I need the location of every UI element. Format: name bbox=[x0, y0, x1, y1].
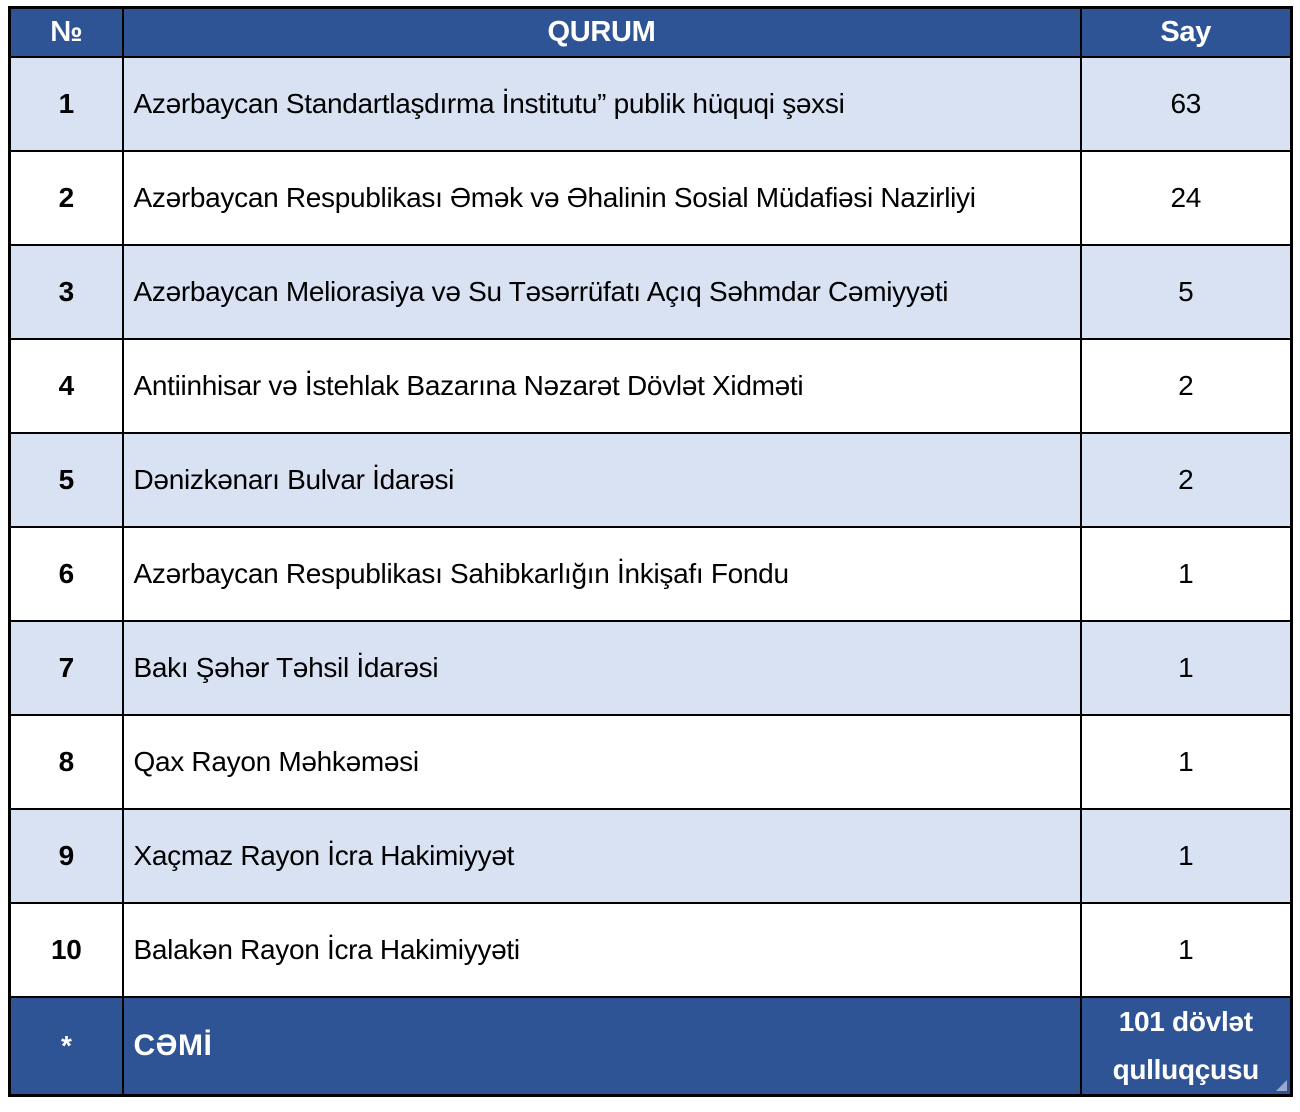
footer-total-value-text: 101 dövlət qulluqçusu bbox=[1112, 1005, 1259, 1085]
footer-num-cell: * bbox=[10, 997, 123, 1096]
qurum-cell: Antiinhisar və İstehlak Bazarına Nəzarət Dövlət Xidməti bbox=[123, 339, 1081, 433]
table-row bbox=[10, 903, 1292, 997]
qurum-cell: Qax Rayon Məhkəməsi bbox=[123, 715, 1081, 809]
table-footer bbox=[10, 997, 1292, 1096]
row-number-cell: 10 bbox=[10, 903, 123, 997]
qurum-cell: Balakən Rayon İcra Hakimiyyəti bbox=[123, 903, 1081, 997]
footer-row bbox=[10, 997, 1292, 1096]
row-number-cell: 2 bbox=[10, 151, 123, 245]
table-row bbox=[10, 245, 1292, 339]
say-cell: 2 bbox=[1081, 433, 1292, 527]
say-cell: 24 bbox=[1081, 151, 1292, 245]
say-cell: 2 bbox=[1081, 339, 1292, 433]
table-row bbox=[10, 151, 1292, 245]
say-cell: 1 bbox=[1081, 903, 1292, 997]
column-header-say: Say bbox=[1081, 8, 1292, 57]
table-row bbox=[10, 527, 1292, 621]
table-row bbox=[10, 57, 1292, 151]
say-cell: 1 bbox=[1081, 715, 1292, 809]
qurum-say-table bbox=[8, 6, 1293, 1097]
say-cell: 1 bbox=[1081, 527, 1292, 621]
table-row bbox=[10, 433, 1292, 527]
qurum-cell: Dənizkənarı Bulvar İdarəsi bbox=[123, 433, 1081, 527]
table-body bbox=[10, 57, 1292, 997]
qurum-cell: Azərbaycan Standartlaşdırma İnstitutu” publik hüquqi şəxsi bbox=[123, 57, 1081, 151]
qurum-cell: Azərbaycan Respublikası Əmək və Əhalinin Sosial Müdafiəsi Nazirliyi bbox=[123, 151, 1081, 245]
corner-grip-mark bbox=[1276, 1080, 1287, 1091]
row-number-cell: 9 bbox=[10, 809, 123, 903]
table-row bbox=[10, 715, 1292, 809]
column-header-qurum: QURUM bbox=[123, 8, 1081, 57]
say-cell: 63 bbox=[1081, 57, 1292, 151]
footer-total-value bbox=[1081, 997, 1292, 1096]
qurum-cell: Azərbaycan Respublikası Sahibkarlığın İnkişafı Fondu bbox=[123, 527, 1081, 621]
row-number-cell: 1 bbox=[10, 57, 123, 151]
row-number-cell: 5 bbox=[10, 433, 123, 527]
row-number-cell: 7 bbox=[10, 621, 123, 715]
row-number-cell: 8 bbox=[10, 715, 123, 809]
qurum-cell: Bakı Şəhər Təhsil İdarəsi bbox=[123, 621, 1081, 715]
footer-total-label: CƏMİ bbox=[123, 997, 1081, 1096]
say-cell: 1 bbox=[1081, 621, 1292, 715]
say-cell: 1 bbox=[1081, 809, 1292, 903]
qurum-cell: Azərbaycan Meliorasiya və Su Təsərrüfatı Açıq Səhmdar Cəmiyyəti bbox=[123, 245, 1081, 339]
table-row bbox=[10, 339, 1292, 433]
table-header bbox=[10, 8, 1292, 57]
column-header-num: № bbox=[10, 8, 123, 57]
report-table-container bbox=[8, 6, 1293, 1097]
say-cell: 5 bbox=[1081, 245, 1292, 339]
table-row bbox=[10, 809, 1292, 903]
row-number-cell: 3 bbox=[10, 245, 123, 339]
header-row bbox=[10, 8, 1292, 57]
row-number-cell: 4 bbox=[10, 339, 123, 433]
row-number-cell: 6 bbox=[10, 527, 123, 621]
qurum-cell: Xaçmaz Rayon İcra Hakimiyyət bbox=[123, 809, 1081, 903]
table-row bbox=[10, 621, 1292, 715]
